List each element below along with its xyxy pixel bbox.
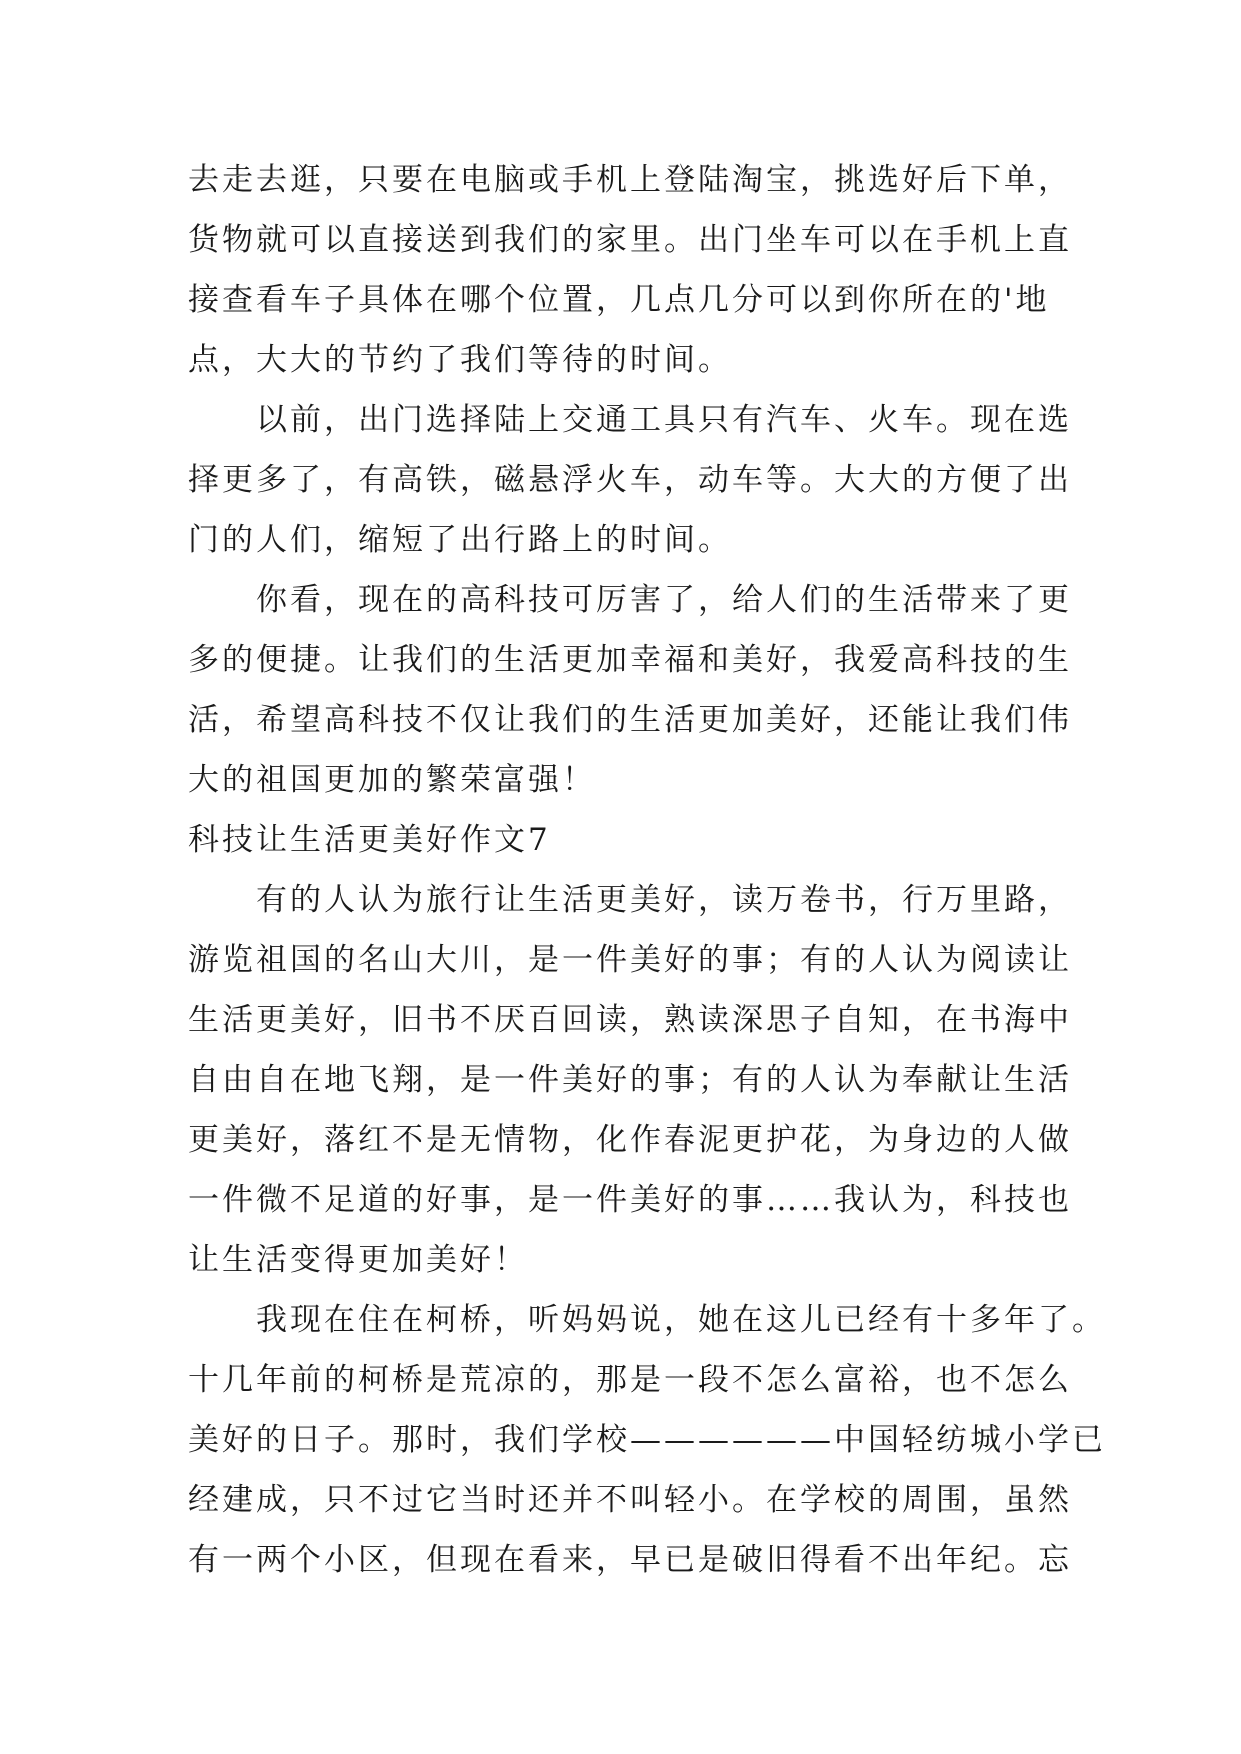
text-line: 有一两个小区，但现在看来，早已是破旧得看不出年纪。忘 [188, 1542, 1072, 1578]
text-line: 美好的日子。那时，我们学校——————中国轻纺城小学已 [188, 1422, 1106, 1458]
text-line: 活，希望高科技不仅让我们的生活更加美好，还能让我们伟 [188, 702, 1072, 738]
text-line: 接查看车子具体在哪个位置，几点几分可以到你所在的'地 [188, 282, 1050, 318]
paragraph [188, 1290, 1106, 1590]
paragraph-continuation [188, 150, 1088, 390]
text-line: 游览祖国的名山大川，是一件美好的事；有的人认为阅读让 [188, 942, 1072, 978]
paragraph [188, 870, 1088, 1290]
text-line: 让生活变得更加美好！ [188, 1242, 528, 1278]
text-line: 有的人认为旅行让生活更美好，读万卷书，行万里路， [188, 882, 1072, 918]
text-line: 去走去逛，只要在电脑或手机上登陆淘宝，挑选好后下单， [188, 162, 1072, 198]
document-body [188, 150, 1106, 1590]
text-line: 门的人们，缩短了出行路上的时间。 [188, 522, 732, 558]
text-line: 你看，现在的高科技可厉害了，给人们的生活带来了更 [188, 582, 1072, 618]
text-line: 大的祖国更加的繁荣富强！ [188, 762, 596, 798]
text-line: 十几年前的柯桥是荒凉的，那是一段不怎么富裕，也不怎么 [188, 1362, 1072, 1398]
heading-text: 科技让生活更美好作文7 [188, 822, 551, 858]
text-line: 择更多了，有高铁，磁悬浮火车，动车等。大大的方便了出 [188, 462, 1072, 498]
paragraph [188, 390, 1088, 570]
text-line: 以前，出门选择陆上交通工具只有汽车、火车。现在选 [188, 402, 1072, 438]
text-line: 我现在住在柯桥，听妈妈说，她在这儿已经有十多年了。 [188, 1302, 1106, 1338]
text-line: 一件微不足道的好事，是一件美好的事……我认为，科技也 [188, 1182, 1072, 1218]
text-line: 自由自在地飞翔，是一件美好的事；有的人认为奉献让生活 [188, 1062, 1072, 1098]
text-line: 点，大大的节约了我们等待的时间。 [188, 342, 732, 378]
section-heading [188, 810, 1088, 870]
text-line: 货物就可以直接送到我们的家里。出门坐车可以在手机上直 [188, 222, 1072, 258]
paragraph [188, 570, 1088, 810]
text-line: 经建成，只不过它当时还并不叫轻小。在学校的周围，虽然 [188, 1482, 1072, 1518]
text-line: 生活更美好，旧书不厌百回读，熟读深思子自知，在书海中 [188, 1002, 1072, 1038]
text-line: 多的便捷。让我们的生活更加幸福和美好，我爱高科技的生 [188, 642, 1072, 678]
text-line: 更美好，落红不是无情物，化作春泥更护花，为身边的人做 [188, 1122, 1072, 1158]
